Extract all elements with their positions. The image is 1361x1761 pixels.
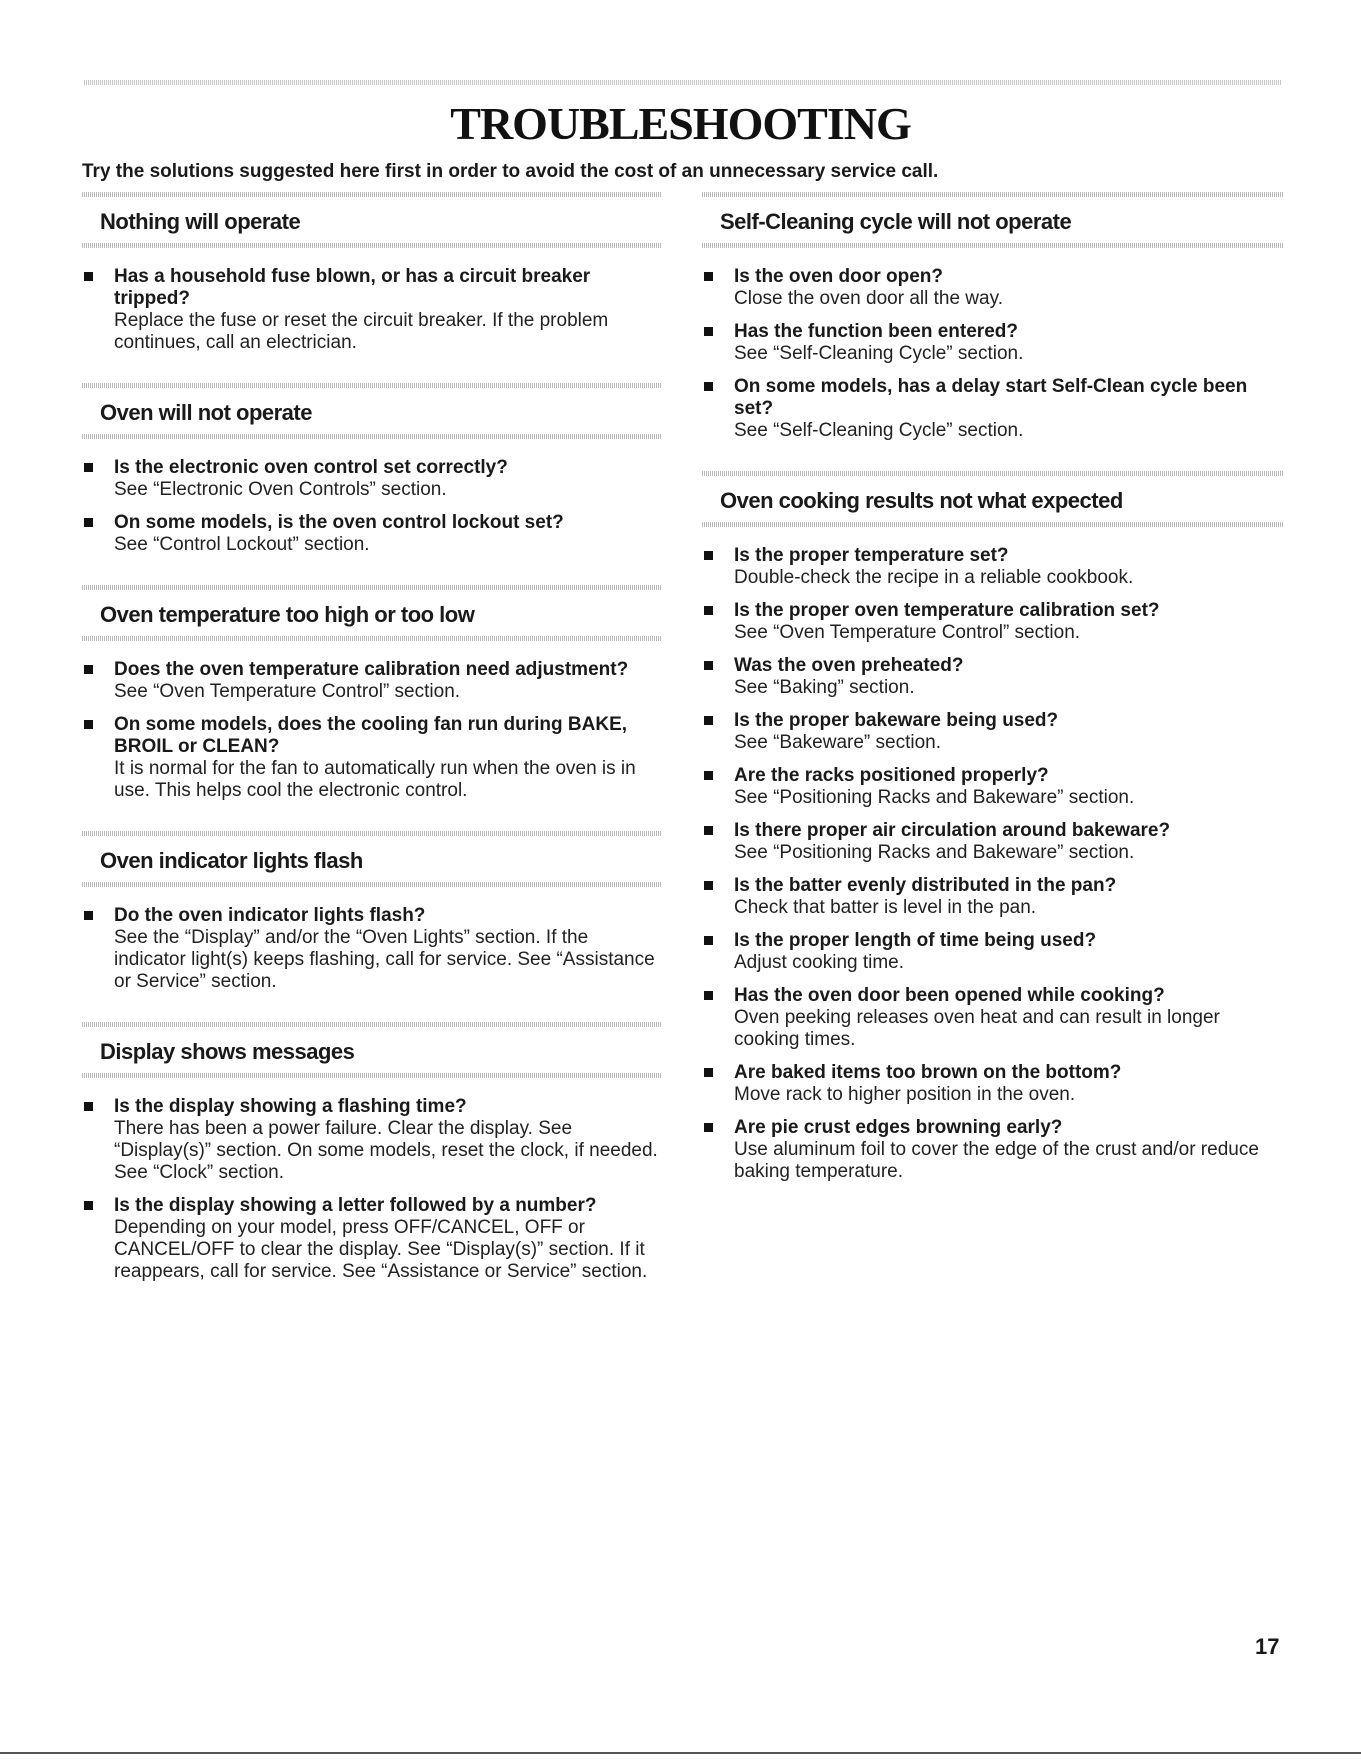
question: Are pie crust edges browning early? <box>734 1117 1063 1138</box>
answer: Oven peeking releases oven heat and can result in longer cooking times. <box>734 1007 1220 1050</box>
bottom-divider <box>0 1752 1361 1754</box>
answer: Replace the fuse or reset the circuit breaker. If the problem continues, call an electrician. <box>114 310 609 353</box>
square-bullet-icon <box>84 463 93 472</box>
answer: See “Self-Cleaning Cycle” section. <box>734 343 1024 364</box>
list-item <box>702 600 1284 644</box>
question: Has the oven door been opened while cooking? <box>734 985 1165 1006</box>
section-nothing-will-operate <box>82 192 662 354</box>
list-item <box>702 820 1284 864</box>
question: Is the electronic oven control set correctly? <box>114 457 508 478</box>
answer: See “Electronic Oven Controls” section. <box>114 479 447 500</box>
list-item <box>702 710 1284 754</box>
left-column <box>82 192 662 1294</box>
question: Is there proper air circulation around bakeware? <box>734 820 1171 841</box>
answer: See “Baking” section. <box>734 677 915 698</box>
answer: See “Bakeware” section. <box>734 732 941 753</box>
right-column <box>702 192 1284 1194</box>
answer: It is normal for the fan to automatically run when the oven is in use. This helps cool the electronic control. <box>114 758 636 801</box>
answer: There has been a power failure. Clear the display. See “Display(s)” section. On some models, reset the clock, if needed. See “Clock” section. <box>114 1118 658 1183</box>
question: Was the oven preheated? <box>734 655 964 676</box>
answer: See “Control Lockout” section. <box>114 534 370 555</box>
square-bullet-icon <box>704 327 713 336</box>
square-bullet-icon <box>704 606 713 615</box>
question: Do the oven indicator lights flash? <box>114 905 426 926</box>
page-title: TROUBLESHOOTING <box>450 98 911 149</box>
square-bullet-icon <box>704 881 713 890</box>
square-bullet-icon <box>704 551 713 560</box>
answer: Depending on your model, press OFF/CANCEL, OFF or CANCEL/OFF to clear the display. See “Display(s)” section. If it reappears, call for service. See “Assistance or Service” section. <box>114 1217 648 1282</box>
page-number: 17 <box>1255 1634 1280 1659</box>
list-item <box>82 1195 662 1283</box>
question: On some models, does the cooling fan run during BAKE, BROIL or CLEAN? <box>114 714 628 757</box>
answer: Move rack to higher position in the oven. <box>734 1084 1076 1105</box>
answer: Close the oven door all the way. <box>734 288 1003 309</box>
question: On some models, is the oven control lockout set? <box>114 512 564 533</box>
list-item <box>82 714 662 802</box>
question: Has a household fuse blown, or has a circuit breaker tripped? <box>114 266 591 309</box>
square-bullet-icon <box>84 272 93 281</box>
section-title: Display shows messages <box>100 1039 355 1064</box>
list-item <box>82 266 662 354</box>
list-item <box>702 930 1284 974</box>
square-bullet-icon <box>704 272 713 281</box>
square-bullet-icon <box>704 1123 713 1132</box>
square-bullet-icon <box>84 1102 93 1111</box>
list-item <box>82 1096 662 1184</box>
list-item <box>702 376 1284 442</box>
section-oven-will-not-operate <box>82 383 662 556</box>
question: Is the proper length of time being used? <box>734 930 1097 951</box>
square-bullet-icon <box>704 661 713 670</box>
list-item <box>82 905 662 993</box>
square-bullet-icon <box>704 826 713 835</box>
square-bullet-icon <box>84 1201 93 1210</box>
answer: See “Positioning Racks and Bakeware” section. <box>734 842 1135 863</box>
list-item <box>702 875 1284 919</box>
list-item <box>82 659 662 703</box>
question: Is the proper temperature set? <box>734 545 1009 566</box>
answer: Check that batter is level in the pan. <box>734 897 1037 918</box>
square-bullet-icon <box>704 1068 713 1077</box>
question: Is the oven door open? <box>734 266 944 287</box>
answer: Adjust cooking time. <box>734 952 905 973</box>
section-self-cleaning <box>702 192 1284 442</box>
section-title: Oven will not operate <box>100 400 312 425</box>
list-item <box>82 457 662 501</box>
square-bullet-icon <box>84 720 93 729</box>
list-item <box>702 655 1284 699</box>
answer: Use aluminum foil to cover the edge of the crust and/or reduce baking temperature. <box>734 1139 1259 1182</box>
question: Is the proper oven temperature calibration set? <box>734 600 1160 621</box>
section-display-messages <box>82 1022 662 1283</box>
question: Is the display showing a letter followed by a number? <box>114 1195 597 1216</box>
top-divider <box>84 80 1282 85</box>
question: Does the oven temperature calibration need adjustment? <box>114 659 629 680</box>
list-item <box>702 266 1284 310</box>
answer: See “Oven Temperature Control” section. <box>114 681 461 702</box>
list-item <box>702 1117 1284 1183</box>
square-bullet-icon <box>84 911 93 920</box>
section-title: Oven cooking results not what expected <box>720 488 1123 513</box>
square-bullet-icon <box>704 382 713 391</box>
square-bullet-icon <box>84 665 93 674</box>
question: Has the function been entered? <box>734 321 1018 342</box>
section-oven-temperature <box>82 585 662 802</box>
question: Is the proper bakeware being used? <box>734 710 1059 731</box>
square-bullet-icon <box>704 936 713 945</box>
question: Are the racks positioned properly? <box>734 765 1049 786</box>
section-title: Self-Cleaning cycle will not operate <box>720 209 1072 234</box>
answer: See the “Display” and/or the “Oven Lights” section. If the indicator light(s) keeps flashing, call for service. See “Assistance or Service” section. <box>114 927 655 992</box>
list-item <box>702 985 1284 1051</box>
square-bullet-icon <box>704 771 713 780</box>
square-bullet-icon <box>704 991 713 1000</box>
list-item <box>702 1062 1284 1106</box>
list-item <box>702 321 1284 365</box>
section-title: Nothing will operate <box>100 209 301 234</box>
section-cooking-results <box>702 471 1284 1183</box>
intro-text: Try the solutions suggested here first in order to avoid the cost of an unnecessary service call. <box>82 161 939 182</box>
question: On some models, has a delay start Self-Clean cycle been set? <box>734 376 1248 419</box>
section-title: Oven temperature too high or too low <box>100 602 475 627</box>
list-item <box>702 545 1284 589</box>
question: Is the display showing a flashing time? <box>114 1096 467 1117</box>
answer: See “Self-Cleaning Cycle” section. <box>734 420 1024 441</box>
list-item <box>702 765 1284 809</box>
square-bullet-icon <box>84 518 93 527</box>
question: Is the batter evenly distributed in the pan? <box>734 875 1117 896</box>
question: Are baked items too brown on the bottom? <box>734 1062 1122 1083</box>
answer: Double-check the recipe in a reliable cookbook. <box>734 567 1134 588</box>
answer: See “Positioning Racks and Bakeware” section. <box>734 787 1135 808</box>
answer: See “Oven Temperature Control” section. <box>734 622 1081 643</box>
section-indicator-lights <box>82 831 662 993</box>
section-title: Oven indicator lights flash <box>100 848 363 873</box>
square-bullet-icon <box>704 716 713 725</box>
list-item <box>82 512 662 556</box>
